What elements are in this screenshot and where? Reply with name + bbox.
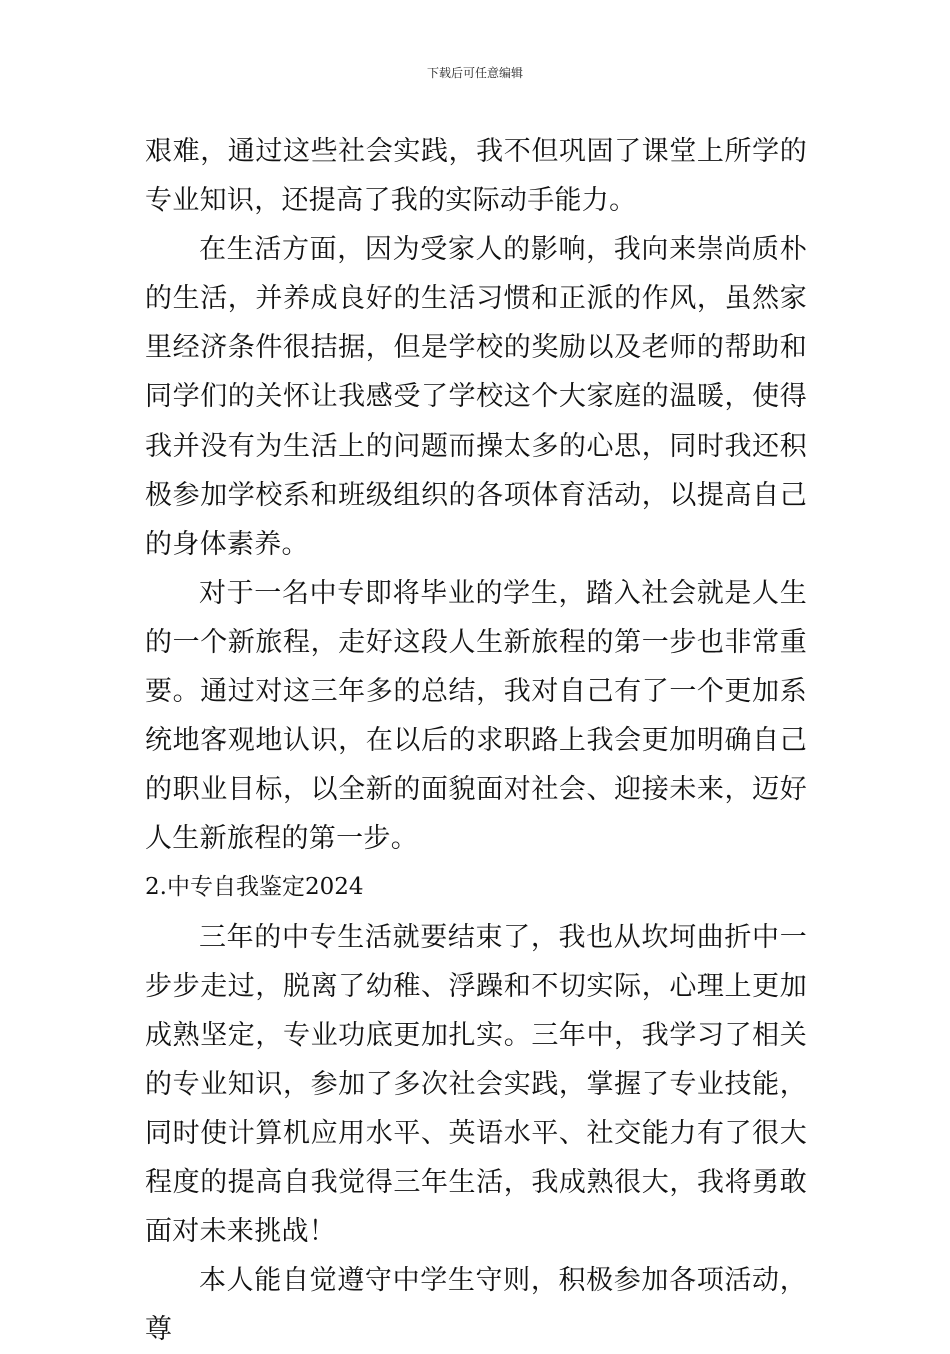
document-body — [145, 127, 807, 1354]
paragraph-3: 对于一名中专即将毕业的学生，踏入社会就是人生的一个新旅程，走好这段人生新旅程的第一步也非常重要。通过对这三年多的总结，我对自己有了一个更加系统地客观地认识，在以后的求职路上我会更加明确自己的职业目标，以全新的面貌面对社会、迎接未来，迈好人生新旅程的第一步。 — [145, 577, 807, 855]
paragraph-1: 艰难，通过这些社会实践，我不但巩固了课堂上所学的专业知识，还提高了我的实际动手能力。 — [145, 136, 807, 217]
paragraph-4: 三年的中专生活就要结束了，我也从坎坷曲折中一步步走过，脱离了幼稚、浮躁和不切实际，心理上更加成熟坚定，专业功底更加扎实。三年中，我学习了相关的专业知识，参加了多次社会实践，掌握了专业技能，同时使计算机应用水平、英语水平、社交能力有了很大程度的提高自我觉得三年生活，我成熟很大，我将勇敢面对未来挑战！ — [145, 921, 807, 1248]
paragraph-5: 本人能自觉遵守中学生守则，积极参加各项活动，尊 — [145, 1265, 807, 1346]
section-heading: 2.中专自我鉴定2024 — [145, 874, 364, 901]
paragraph-2: 在生活方面，因为受家人的影响，我向来崇尚质朴的生活，并养成良好的生活习惯和正派的作风，虽然家里经济条件很拮据，但是学校的奖励以及老师的帮助和同学们的关怀让我感受了学校这个大家庭的温暖，使得我并没有为生活上的问题而操太多的心思，同时我还积极参加学校系和班级组织的各项体育活动，以提高自己的身体素养。 — [145, 234, 807, 560]
page-header-note: 下载后可任意编辑 — [426, 66, 523, 80]
